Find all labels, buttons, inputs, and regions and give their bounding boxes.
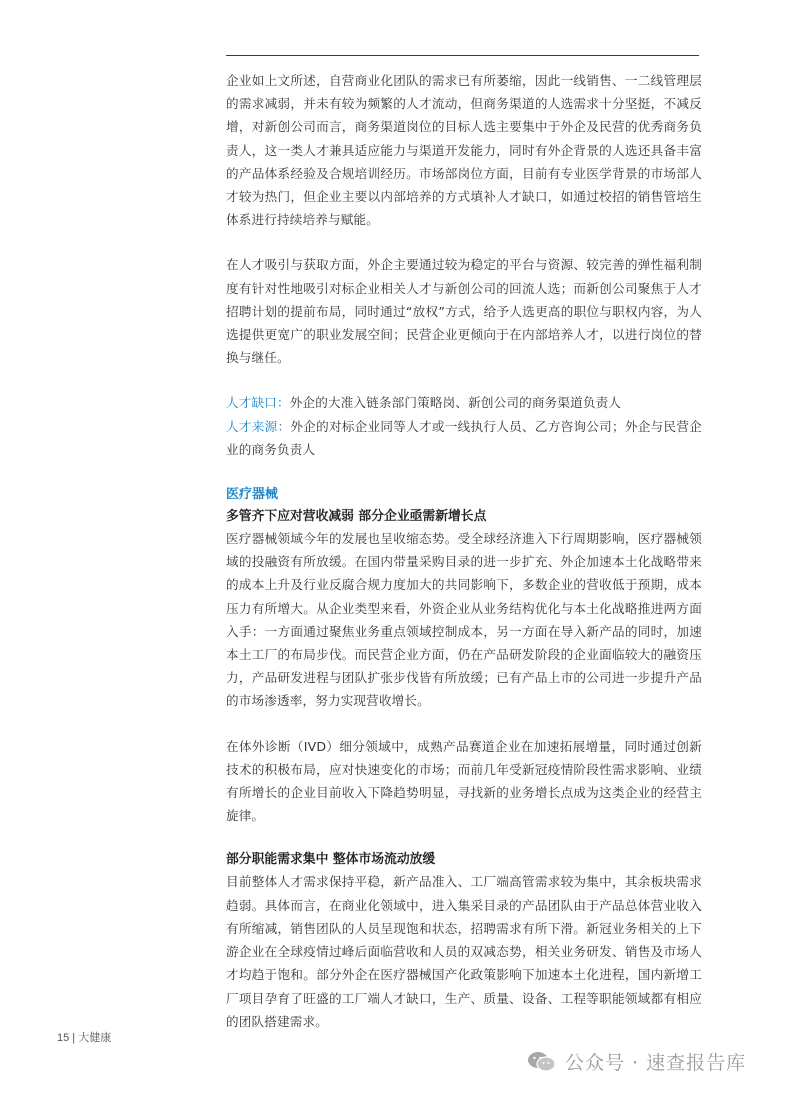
talent-source-line	[226, 415, 702, 461]
subsection-title-demand: 部分职能需求集中 整体市场流动放缓	[226, 852, 436, 868]
watermark-text: 公众号 · 速查报告库	[565, 1052, 747, 1074]
header-rule	[226, 55, 699, 56]
talent-source-label: 人才来源：	[226, 418, 291, 434]
talent-gap-text: 外企的大准入链条部门策略岗、新创公司的商务渠道负责人	[289, 395, 622, 411]
section-title: 医疗器械	[226, 487, 279, 503]
page-footer: 15 | 大健康	[57, 1032, 112, 1044]
watermark	[527, 1048, 746, 1075]
wechat-icon	[527, 1050, 557, 1074]
paragraph-talent-demand: 目前整体人才需求保持平稳，新产品准入、工厂端高管需求较为集中，其余板块需求趋弱。具体而言，在商业化领域中，进入集采目录的产品团队由于产品总体营业收入有所缩减，销售团队的人员呈现饱和状态，招聘需求有所下滑。新冠业务相关的上下游企业在全球疫情过峰后面临营收和人员的双减态势，相关业务研发、销售及市场人才均趋于饱和。部分外企在医疗器械国产化政策影响下加速本土化进程，国内新增工厂项目孕育了旺盛的工厂端人才缺口，生产、质量、设备、工程等职能领域都有相应的团队搭建需求。	[226, 874, 702, 1029]
main-content	[226, 69, 702, 1033]
paragraph-ivd: 在体外诊断（IVD）细分领域中，成熟产品赛道企业在加速拓展增量，同时通过创新技术的积极布局，应对快速变化的市场；而前几年受新冠疫情阶段性需求影响、业绩有所增长的企业目前收入下降趋势明显，寻找新的业务增长点成为这类企业的经营主旋律。	[226, 738, 702, 824]
talent-gap-line	[226, 391, 702, 414]
paragraph-talent-attraction: 在人才吸引与获取方面，外企主要通过较为稳定的平台与资源、较完善的弹性福利制度有针对性地吸引对标企业相关人才与新创公司的回流人选；而新创公司聚焦于人才招聘计划的提前布局，同时通过“放权”方式，给予人选更高的职位与职权内容，为人选提供更宽广的职业发展空间；民营企业更倾向于在内部培养人才，以进行岗位的替换与继任。	[226, 257, 702, 366]
talent-source-text: 外企的对标企业同等人才或一线执行人员、乙方咨询公司；外企与民营企业的商务负责人	[226, 418, 702, 457]
talent-gap-label: 人才缺口：	[226, 395, 290, 411]
paragraph-device-market: 医疗器械领域今年的发展也呈收缩态势。受全球经济進入下行周期影响，医疗器械领域的投融资有所放缓。在国内带量采购目录的进一步扩充、外企加速本土化战略带来的成本上升及行业反腐合规力度加大的共同影响下，多数企业的营收低于预期，成本压力有所增大。从企业类型来看，外资企业从业务结构优化与本土化战略推进两方面入手：一方面通过聚焦业务重点领域控制成本，另一方面在导入新产品的同时，加速本土工厂的布局步伐。而民营企业方面，仍在产品研发阶段的企业面临较大的融资压力，产品研发进程与团队扩张步伐皆有所放缓；已有产品上市的公司进一步提升产品的市场渗透率，努力实现营收增长。	[226, 531, 702, 709]
paragraph-commercial-demand: 企业如上文所述，自营商业化团队的需求已有所萎缩，因此一线销售、一二线管理层的需求减弱，并未有较为频繁的人才流动，但商务渠道的人选需求十分坚挺，不减反增，对新创公司而言，商务渠道岗位的目标人选主要集中于外企及民营的优秀商务负责人，这一类人才兼具适应能力与渠道开发能力，同时有外企背景的人选还具备丰富的产品体系经验及合规培训经历。市场部岗位方面，目前有专业医学背景的市场部人才较为热门，但企业主要以内部培养的方式填补人才缺口，如通过校招的销售管培生体系进行持续培养与赋能。	[226, 73, 702, 228]
subsection-title-growth: 多管齐下应对营收减弱 部分企业亟需新增长点	[226, 509, 487, 525]
